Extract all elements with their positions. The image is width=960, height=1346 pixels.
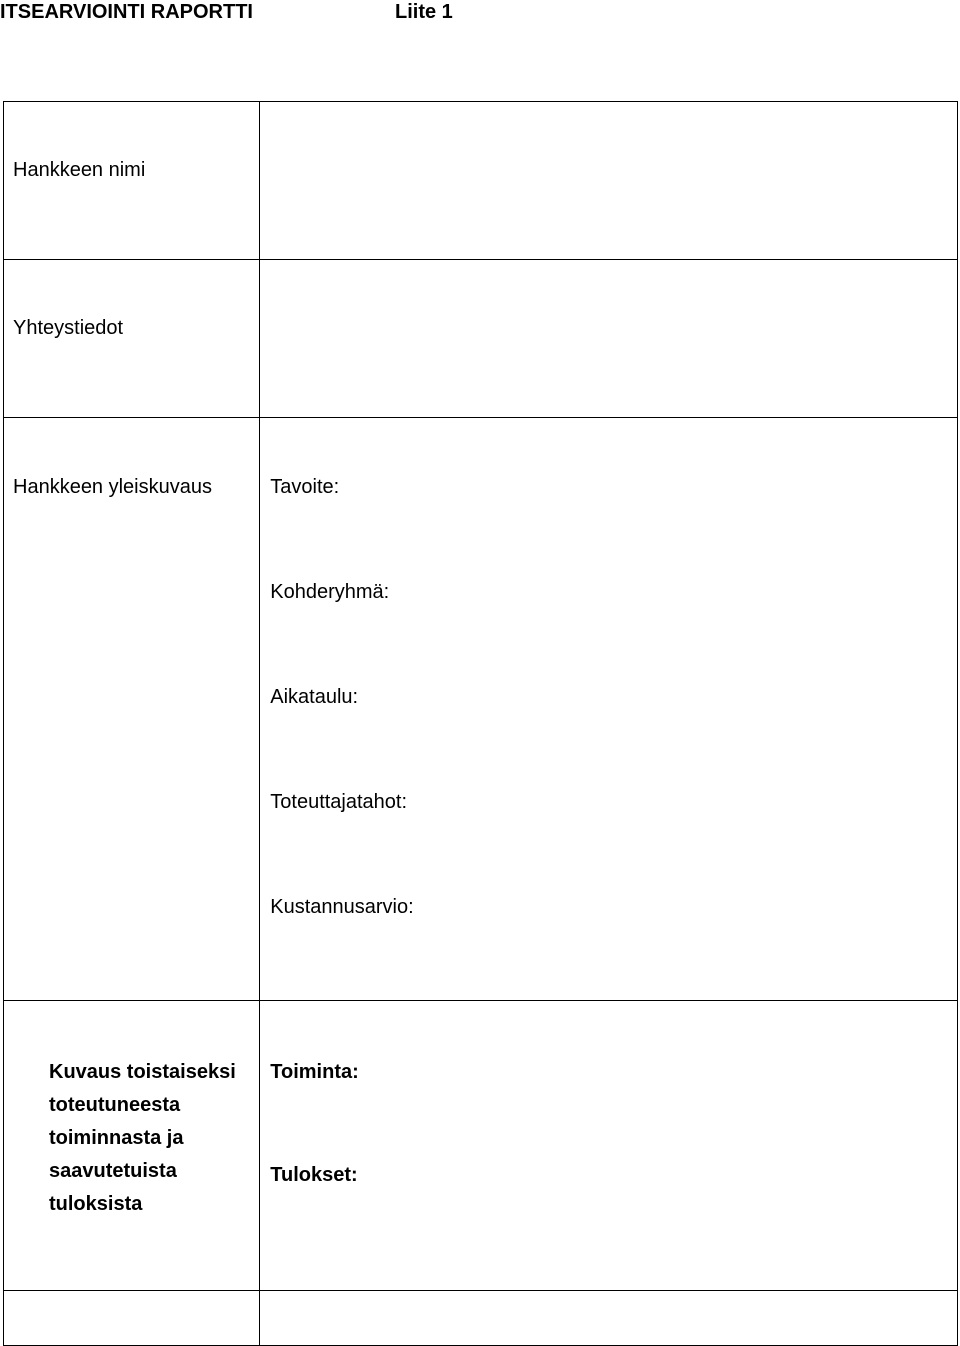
field-activities: Toiminta:: [270, 1061, 359, 1083]
field-target-group: Kohderyhmä:: [270, 581, 390, 603]
report-title: ITSEARVIOINTI RAPORTTI: [0, 1, 253, 23]
field-goal: Tavoite:: [270, 476, 340, 498]
field-schedule: Aikataulu:: [270, 686, 359, 708]
form-row-project-name: [4, 102, 958, 260]
description-label-cell: [4, 1001, 260, 1291]
field-cost-estimate: Kustannusarvio:: [270, 896, 414, 918]
empty-value-cell[interactable]: [260, 1291, 958, 1346]
form-row-empty: [4, 1291, 958, 1346]
field-implementers: Toteuttajatahot:: [270, 791, 408, 813]
field-results: Tulokset:: [270, 1164, 358, 1186]
empty-label-cell[interactable]: [4, 1291, 260, 1346]
description-field-list: [260, 1001, 957, 1262]
contact-value-cell[interactable]: [260, 260, 958, 418]
form-row-contact: [4, 260, 958, 418]
contact-label: Yhteystiedot: [13, 317, 124, 339]
overview-label-cell: [4, 418, 260, 1001]
attachment-label: Liite 1: [395, 1, 453, 23]
document-header: [0, 0, 960, 24]
project-name-label-cell: [4, 102, 260, 260]
form-row-description: [4, 1001, 958, 1291]
self-assessment-form: [3, 101, 958, 1346]
overview-value-cell[interactable]: [260, 418, 958, 1001]
project-name-value-cell[interactable]: [260, 102, 958, 260]
description-value-cell[interactable]: [260, 1001, 958, 1291]
overview-field-list: [260, 418, 957, 1000]
project-name-label: Hankkeen nimi: [13, 159, 146, 181]
description-label: Kuvaus toistaiseksi toteutuneesta toiminnasta ja saavutetuista tuloksista: [49, 1061, 236, 1215]
form-row-overview: [4, 418, 958, 1001]
overview-label: Hankkeen yleiskuvaus: [13, 476, 212, 498]
contact-label-cell: [4, 260, 260, 418]
